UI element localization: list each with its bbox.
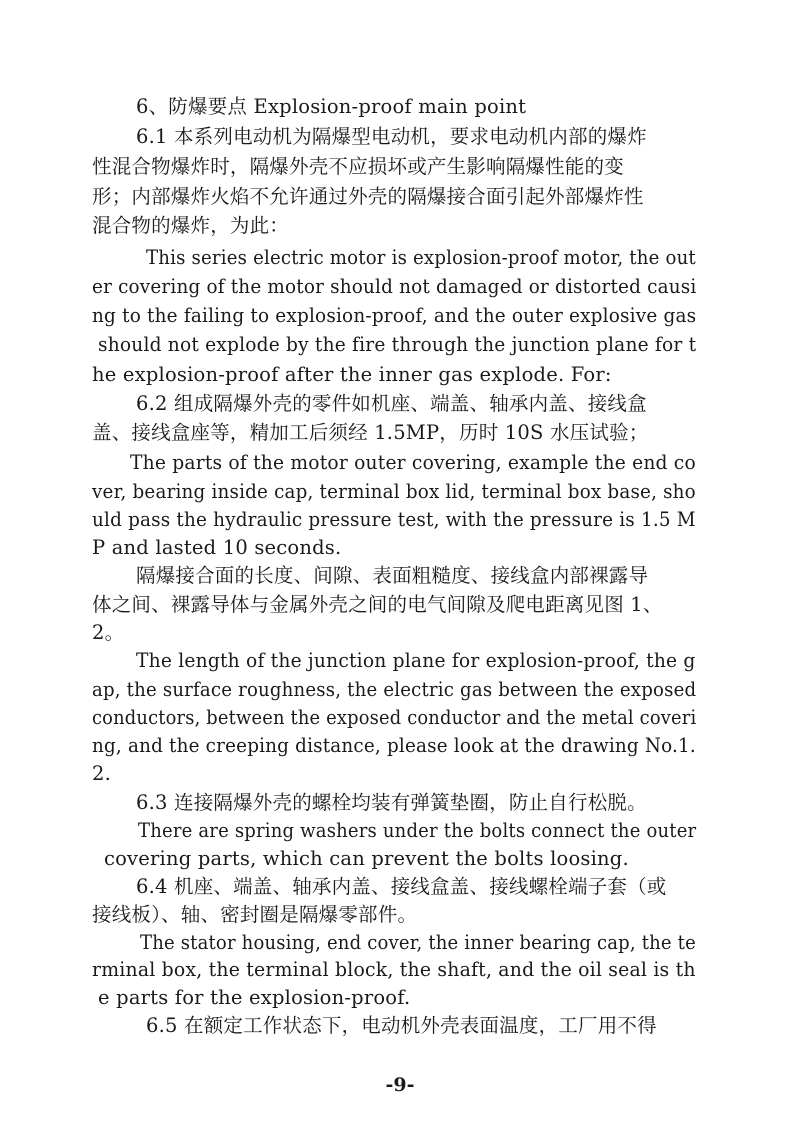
text-line: The stator housing, end cover, the inner bearing cap, the te bbox=[140, 931, 696, 954]
text-line: 2。 bbox=[92, 621, 125, 644]
text-line: e parts for the explosion-proof. bbox=[98, 986, 411, 1009]
text-line: The length of the junction plane for explosion-proof, the g bbox=[136, 649, 696, 672]
text-line: uld pass the hydraulic pressure test, with the pressure is 1.5 M bbox=[92, 508, 696, 531]
text-line: 体之间、裸露导体与金属外壳之间的电气间隙及爬电距离见图 1、 bbox=[92, 593, 663, 616]
page-number: -9- bbox=[385, 1074, 415, 1096]
text-line: 隔爆接合面的长度、间隙、表面粗糙度、接线盒内部裸露导 bbox=[136, 564, 649, 587]
text-line: 盖、接线盒座等，精加工后须经 1.5MP，历时 10S 水压试验； bbox=[92, 421, 649, 444]
text-line: 6.2 组成隔爆外壳的零件如机座、端盖、轴承内盖、接线盒 bbox=[136, 392, 647, 415]
text-line: should not explode by the fire through the junction plane for t bbox=[98, 333, 697, 356]
text-line: 6.1 本系列电动机为隔爆型电动机，要求电动机内部的爆炸 bbox=[136, 125, 647, 148]
text-line: 6.5 在额定工作状态下，电动机外壳表面温度，工厂用不得 bbox=[146, 1014, 657, 1037]
text-line: ng to the failing to explosion-proof, and the outer explosive gas bbox=[92, 304, 697, 327]
text-line: This series electric motor is explosion-proof motor, the out bbox=[146, 246, 696, 269]
text-line: conductors, between the exposed conductor and the metal coveri bbox=[92, 706, 697, 729]
text-line: 6.4 机座、端盖、轴承内盖、接线盒盖、接线螺栓端子套（或 bbox=[136, 875, 667, 898]
text-line: rminal box, the terminal block, the shaft, and the oil seal is th bbox=[92, 958, 696, 981]
text-line: ver, bearing inside cap, terminal box lid, terminal box base, sho bbox=[92, 480, 696, 503]
text-line: er covering of the motor should not damaged or distorted causi bbox=[92, 275, 697, 298]
text-line: 混合物的爆炸，为此： bbox=[92, 214, 290, 237]
text-line: 性混合物爆炸时，隔爆外壳不应损坏或产生影响隔爆性能的变 bbox=[92, 155, 624, 178]
text-line: The parts of the motor outer covering, example the end co bbox=[130, 451, 696, 474]
text-line: There are spring washers under the bolts connect the outer bbox=[138, 819, 697, 842]
text-line: ng, and the creeping distance, please look at the drawing No.1. bbox=[92, 734, 696, 757]
text-line: 2. bbox=[92, 762, 112, 785]
text-line: 6.3 连接隔爆外壳的螺栓均装有弹簧垫圈，防止自行松脱。 bbox=[136, 791, 647, 814]
text-line: 接线板）、轴、密封圈是隔爆零部件。 bbox=[92, 903, 418, 926]
text-line: he explosion-proof after the inner gas explode. For: bbox=[92, 363, 612, 386]
text-line: ap, the surface roughness, the electric gas between the exposed bbox=[92, 678, 697, 701]
text-line: 形；内部爆炸火焰不允许通过外壳的隔爆接合面引起外部爆炸性 bbox=[92, 185, 644, 208]
section-heading: 6、防爆要点 Explosion-proof main point bbox=[136, 95, 527, 118]
text-line: P and lasted 10 seconds. bbox=[92, 536, 342, 559]
text-line: covering parts, which can prevent the bolts loosing. bbox=[104, 847, 629, 870]
